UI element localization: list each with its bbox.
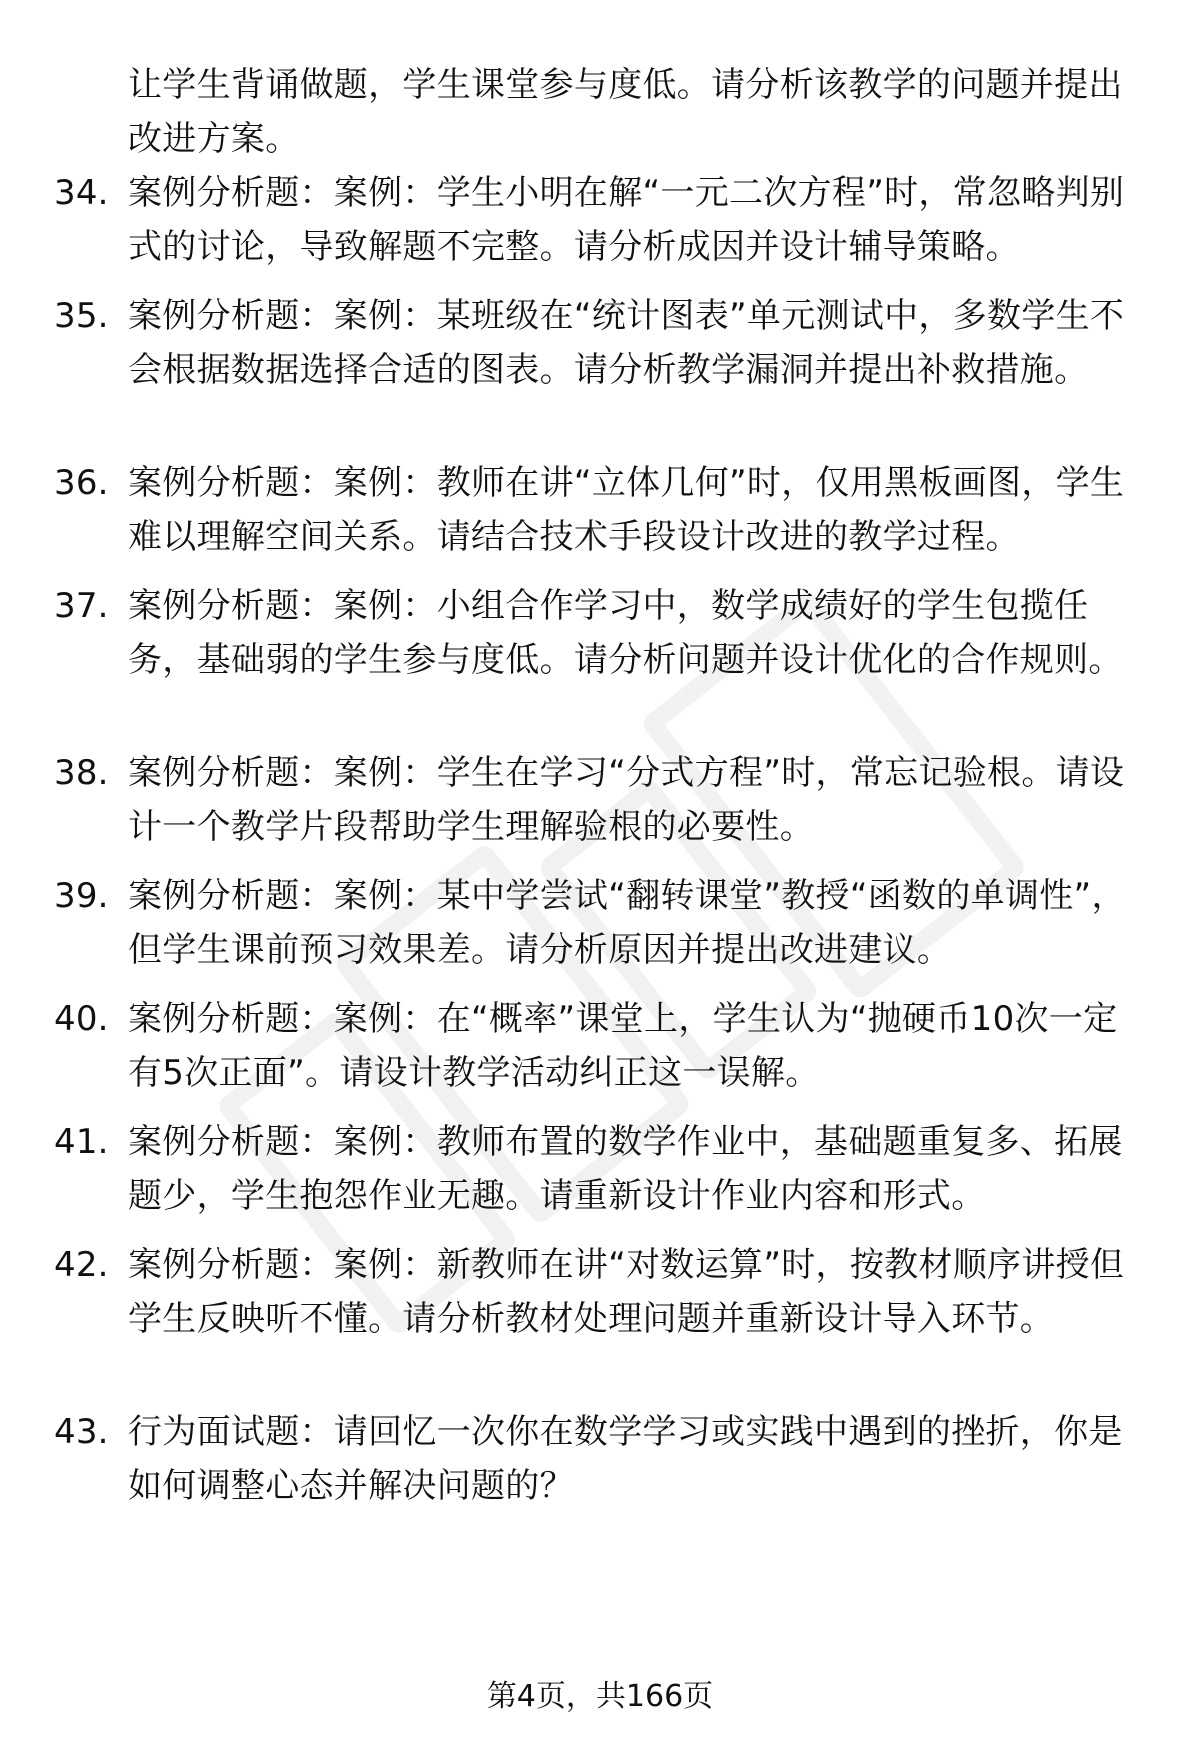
question-number: 39. bbox=[54, 876, 109, 916]
question-text: 行为面试题：请回忆一次你在数学学习或实践中遇到的挫折，你是如何调整心态并解决问题的？ bbox=[128, 1412, 1123, 1506]
question-text: 案例分析题：案例：教师布置的数学作业中，基础题重复多、拓展题少，学生抱怨作业无趣。请重新设计作业内容和形式。 bbox=[128, 1122, 1123, 1216]
question-number: 34. bbox=[54, 173, 109, 213]
previous-question-continuation: 让学生背诵做题，学生课堂参与度低。请分析该教学的问题并提出改进方案。 bbox=[128, 65, 1123, 159]
question-number: 41. bbox=[54, 1122, 109, 1162]
question-number: 42. bbox=[54, 1245, 109, 1285]
question-number: 36. bbox=[54, 463, 109, 503]
question-number: 35. bbox=[54, 296, 109, 336]
question-number: 43. bbox=[54, 1412, 109, 1452]
question-text: 案例分析题：案例：在“概率”课堂上，学生认为“抛硬币10次一定有5次正面”。请设计教学活动纠正这一误解。 bbox=[128, 999, 1118, 1093]
question-number: 37. bbox=[54, 586, 109, 626]
question-text: 案例分析题：案例：小组合作学习中，数学成绩好的学生包揽任务，基础弱的学生参与度低。请分析问题并设计优化的合作规则。 bbox=[128, 586, 1123, 680]
question-number: 38. bbox=[54, 753, 109, 793]
question-text: 案例分析题：案例：新教师在讲“对数运算”时，按教材顺序讲授但学生反映听不懂。请分析教材处理问题并重新设计导入环节。 bbox=[128, 1245, 1125, 1339]
question-text: 案例分析题：案例：某中学尝试“翻转课堂”教授“函数的单调性”，但学生课前预习效果差。请分析原因并提出改进建议。 bbox=[128, 876, 1126, 970]
question-text: 案例分析题：案例：教师在讲“立体几何”时，仅用黑板画图，学生难以理解空间关系。请结合技术手段设计改进的教学过程。 bbox=[128, 463, 1125, 557]
question-text: 案例分析题：案例：学生小明在解“一元二次方程”时，常忽略判别式的讨论，导致解题不完整。请分析成因并设计辅导策略。 bbox=[128, 173, 1125, 267]
question-text: 案例分析题：案例：某班级在“统计图表”单元测试中，多数学生不会根据数据选择合适的图表。请分析教学漏洞并提出补救措施。 bbox=[128, 296, 1125, 390]
question-text: 案例分析题：案例：学生在学习“分式方程”时，常忘记验根。请设计一个教学片段帮助学生理解验根的必要性。 bbox=[128, 753, 1125, 847]
page-footer: 第4页，共166页 bbox=[486, 1679, 714, 1714]
question-number: 40. bbox=[54, 999, 109, 1039]
